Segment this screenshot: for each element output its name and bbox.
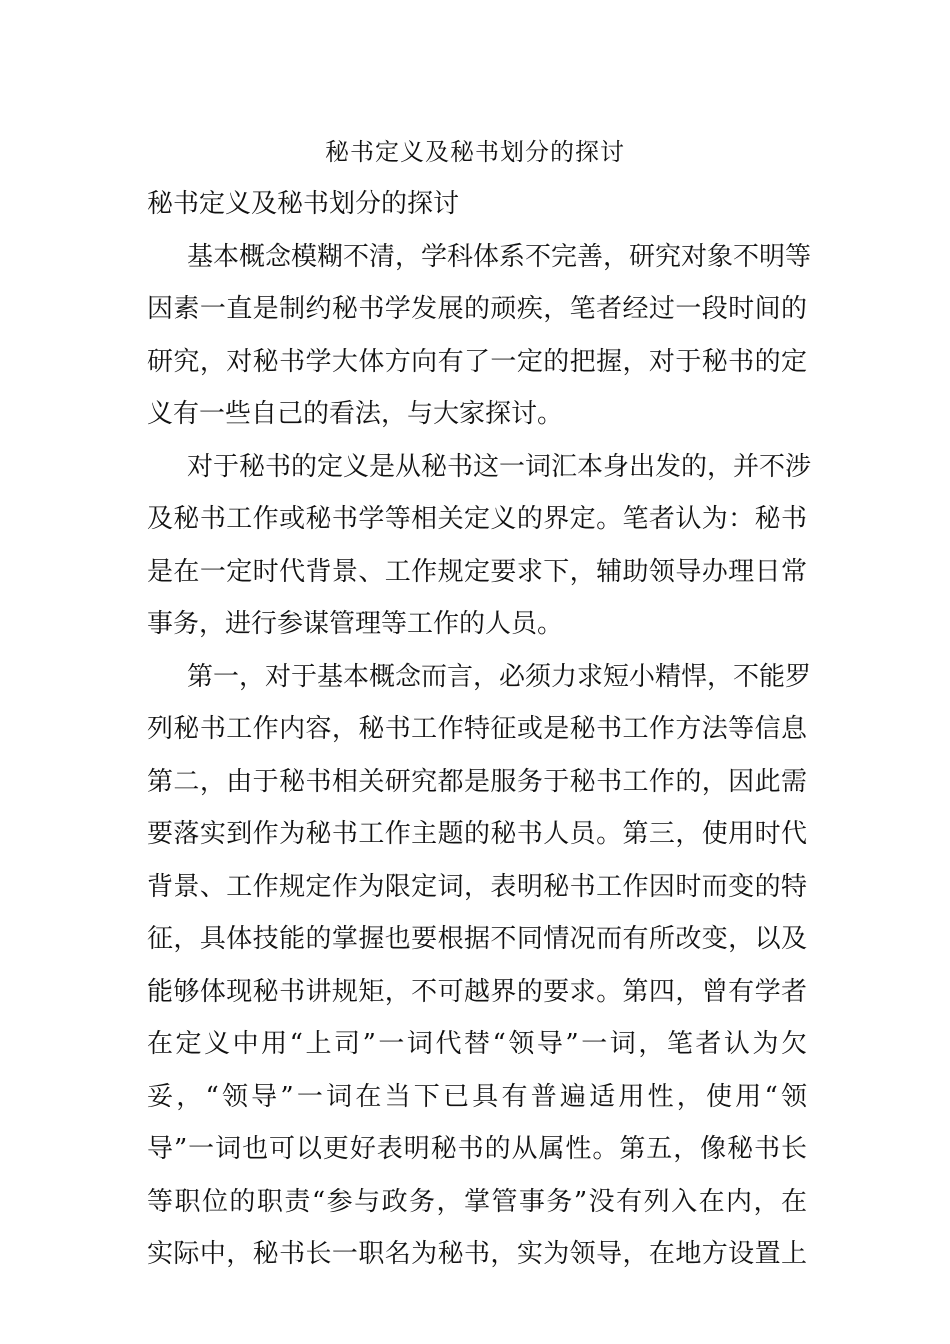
text-line: 要落实到作为秘书工作主题的秘书人员。第三，使用时代 xyxy=(147,819,807,849)
text-line: 基本概念模糊不清，学科体系不完善，研究对象不明等 xyxy=(187,241,812,272)
text-line: 等职位的职责“参与政务，掌管事务”没有列入在内，在 xyxy=(147,1186,807,1217)
text-line: 因素一直是制约秘书学发展的顽疾，笔者经过一段时间的 xyxy=(147,294,807,324)
text-line: 能够体现秘书讲规矩，不可越界的要求。第四，曾有学者 xyxy=(147,976,807,1007)
text-line: 实际中，秘书长一职名为秘书，实为领导，在地方设置上 xyxy=(147,1239,807,1269)
document-body xyxy=(147,178,812,1281)
text-line: 是在一定时代背景、工作规定要求下，辅助领导办理日常 xyxy=(147,556,807,587)
text-line: 义有一些自己的看法，与大家探讨。 xyxy=(147,399,564,429)
text-line: 研究，对秘书学大体方向有了一定的把握，对于秘书的定 xyxy=(147,346,807,377)
text-line: 妥，“领导”一词在当下已具有普遍适用性，使用“领 xyxy=(147,1081,807,1112)
text-line: 列秘书工作内容，秘书工作特征或是秘书工作方法等信息 xyxy=(147,714,807,744)
document-title: 秘书定义及秘书划分的探讨 xyxy=(325,138,625,166)
text-line: 对于秘书的定义是从秘书这一词汇本身出发的，并不涉 xyxy=(187,451,812,482)
text-line: 背景、工作规定作为限定词，表明秘书工作因时而变的特 xyxy=(147,871,807,902)
section-heading: 秘书定义及秘书划分的探讨 xyxy=(147,189,460,219)
text-line: 征，具体技能的掌握也要根据不同情况而有所改变，以及 xyxy=(147,924,807,954)
text-line: 事务，进行参谋管理等工作的人员。 xyxy=(147,609,564,639)
text-line: 第二，由于秘书相关研究都是服务于秘书工作的，因此需 xyxy=(147,766,807,797)
text-line: 及秘书工作或秘书学等相关定义的界定。笔者认为：秘书 xyxy=(147,504,807,534)
text-line: 第一，对于基本概念而言，必须力求短小精悍，不能罗 xyxy=(187,661,812,692)
text-line: 导”一词也可以更好表明秘书的从属性。第五，像秘书长 xyxy=(147,1134,807,1164)
text-line: 在定义中用“上司”一词代替“领导”一词，笔者认为欠 xyxy=(147,1029,807,1059)
